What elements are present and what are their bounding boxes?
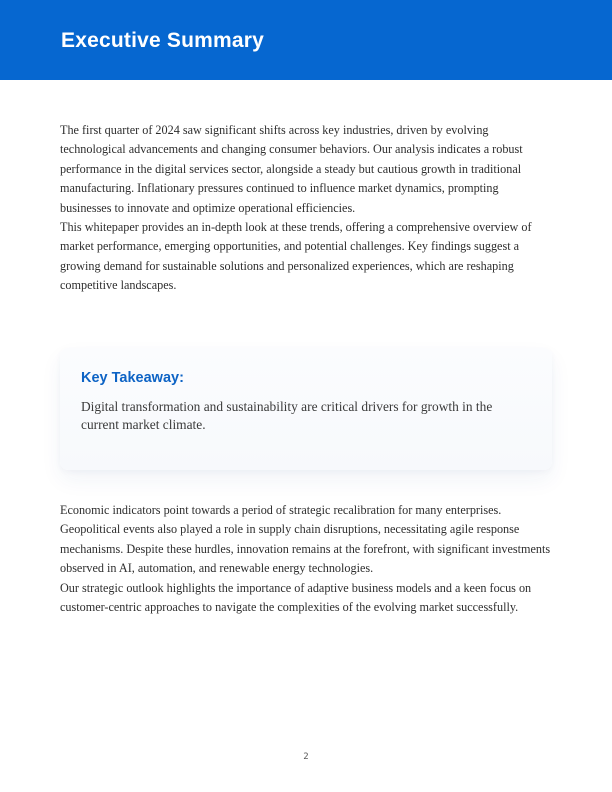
key-takeaway-card [60, 348, 552, 470]
page-footer [0, 746, 612, 764]
paragraph-3: Economic indicators point towards a period of strategic recalibration for many enterprises. Geopolitical events also played a role in supply chain disruptions, necessitating agile response mechanisms. Despite these hurdles, innovation remains at the forefront, with significant investments observed in AI, automation, and renewable energy technologies. [60, 503, 551, 576]
key-takeaway-title: Key Takeaway: [81, 370, 184, 386]
page-title: Executive Summary [61, 29, 265, 52]
header-banner [0, 0, 612, 80]
page-number: 2 [303, 752, 309, 762]
body-text-bottom [60, 501, 553, 617]
paragraph-4: Our strategic outlook highlights the importance of adaptive business models and a keen focus on customer-centric approaches to navigate the complexities of the evolving market successfully. [60, 580, 532, 615]
body-text-top [60, 121, 553, 296]
key-takeaway-text: Digital transformation and sustainability are critical drivers for growth in the current market climate. [81, 399, 493, 432]
paragraph-2: This whitepaper provides an in-depth look at these trends, offering a comprehensive overview of market performance, emerging opportunities, and potential challenges. Key findings suggest a growing demand for sustainable solutions and personalized experiences, which are reshaping competitive landscapes. [60, 220, 532, 293]
paragraph-1: The first quarter of 2024 saw significant shifts across key industries, driven by evolving technological advancements and changing consumer behaviors. Our analysis indicates a robust performance in the digital services sector, alongside a steady but cautious growth in traditional manufacturing. Inflationary pressures continued to influence market dynamics, prompting businesses to innovate and optimize operational efficiencies. [60, 123, 523, 215]
